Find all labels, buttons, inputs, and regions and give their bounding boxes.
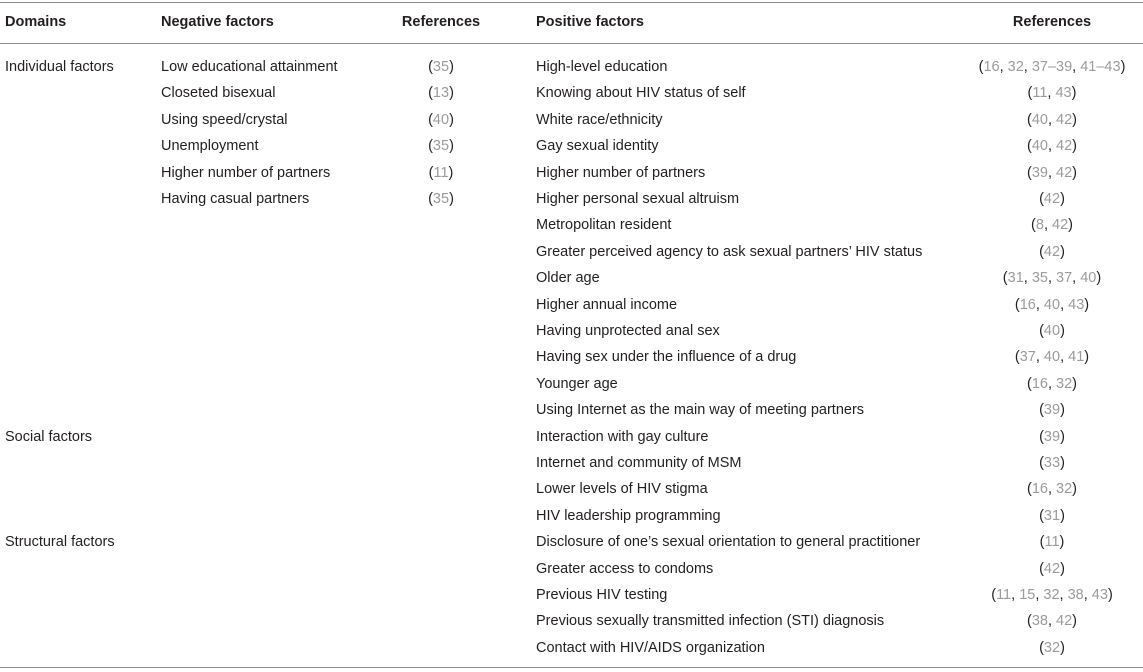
reference-punctuation: ,: [1035, 587, 1044, 603]
reference-punctuation: ): [449, 138, 454, 155]
negative-factor: Unemployment: [161, 138, 259, 155]
reference-number: 35: [1031, 270, 1048, 287]
positive-factor: Having sex under the influence of a drug: [536, 349, 797, 366]
reference-punctuation: (: [1039, 455, 1044, 471]
positive-factor: Previous sexually transmitted infection (STI) diagnosis: [536, 613, 885, 630]
reference-punctuation: ): [1060, 402, 1065, 419]
reference-punctuation: (: [1039, 560, 1044, 577]
positive-factor-references: [976, 560, 1128, 578]
negative-factor-references: [400, 137, 482, 155]
reference-number: 42: [1052, 217, 1069, 234]
positive-factor-references: [976, 137, 1128, 155]
reference-number: 11: [1044, 534, 1060, 551]
reference-punctuation: ): [1060, 428, 1065, 445]
domain-label: Social factors: [5, 428, 93, 445]
reference-number: 41: [1068, 349, 1085, 366]
positive-factor: White race/ethnicity: [536, 111, 663, 128]
reference-number: 32: [1007, 59, 1024, 75]
positive-factor: Using Internet as the main way of meeting partners: [536, 402, 865, 419]
reference-punctuation: (: [1026, 138, 1032, 155]
reference-number: 38: [1067, 587, 1084, 603]
positive-factor: Previous HIV testing: [536, 587, 668, 603]
header-positive-factors: Positive factors: [536, 14, 644, 30]
reference-punctuation: ,: [1043, 217, 1052, 234]
reference-number: 11: [996, 587, 1012, 603]
reference-punctuation: ,: [1035, 349, 1044, 366]
reference-punctuation: ): [449, 111, 454, 128]
positive-factor-references: [976, 480, 1128, 498]
header-rule: [0, 43, 1143, 44]
positive-factor: Internet and community of MSM: [536, 455, 742, 471]
positive-factor-references: [976, 454, 1128, 472]
reference-punctuation: ): [1060, 323, 1065, 339]
positive-factor: Older age: [536, 270, 600, 287]
reference-number: 39: [1031, 164, 1048, 181]
reference-punctuation: ): [1071, 85, 1077, 102]
reference-number: 32: [1043, 587, 1060, 603]
reference-punctuation: ): [1060, 243, 1065, 260]
reference-punctuation: (: [1014, 349, 1020, 366]
reference-punctuation: ,: [1047, 613, 1057, 630]
positive-factor-references: [976, 428, 1128, 446]
reference-punctuation: ,: [1047, 164, 1057, 181]
reference-punctuation: (: [978, 59, 984, 75]
reference-punctuation: ): [1072, 138, 1078, 155]
reference-punctuation: ,: [1035, 296, 1044, 313]
positive-factor-references: [976, 243, 1128, 261]
positive-factor: Higher annual income: [536, 296, 678, 313]
reference-punctuation: (: [991, 587, 997, 603]
reference-punctuation: (: [428, 59, 433, 75]
reference-number: 32: [1056, 481, 1073, 498]
positive-factor-references: [976, 216, 1128, 234]
positive-factor-references: [976, 401, 1128, 419]
reference-number: 16: [1031, 375, 1048, 392]
reference-punctuation: (: [428, 85, 433, 102]
reference-number: 39: [1043, 428, 1061, 445]
positive-factor-references: [976, 296, 1128, 314]
header-negative-factors: Negative factors: [161, 14, 274, 30]
reference-number: 40: [1080, 270, 1097, 287]
positive-factor-references: [976, 111, 1128, 129]
positive-factor-references: [976, 639, 1128, 657]
reference-punctuation: (: [1039, 243, 1044, 260]
reference-number: 43: [1055, 85, 1072, 102]
reference-punctuation: (: [1026, 613, 1032, 630]
positive-factor-references: [976, 612, 1128, 630]
reference-punctuation: (: [1026, 111, 1032, 128]
reference-number: 38: [1031, 613, 1048, 630]
reference-punctuation: ): [1072, 613, 1078, 630]
positive-factor-references: [976, 507, 1128, 525]
reference-punctuation: ,: [1011, 587, 1020, 603]
reference-number: 40: [1031, 138, 1048, 155]
reference-number: 35: [432, 191, 450, 207]
reference-number: 42: [1056, 138, 1073, 155]
reference-punctuation: ,: [1060, 349, 1069, 366]
reference-punctuation: (: [1027, 85, 1033, 102]
reference-punctuation: ): [449, 85, 454, 102]
positive-factor: Contact with HIV/AIDS organization: [536, 639, 765, 656]
positive-factor: Lower levels of HIV stigma: [536, 481, 708, 498]
reference-number: 40: [1043, 323, 1061, 339]
reference-number: 32: [1056, 375, 1073, 392]
reference-number: 37: [1056, 270, 1073, 287]
positive-factor-references: [976, 269, 1128, 287]
reference-punctuation: ,: [1047, 138, 1057, 155]
reference-number: 42: [1043, 243, 1061, 260]
positive-factor-references: [976, 322, 1128, 340]
positive-factor: Higher number of partners: [536, 164, 706, 181]
reference-punctuation: (: [1039, 639, 1044, 656]
positive-factor: Interaction with gay culture: [536, 428, 709, 445]
positive-factor: Gay sexual identity: [536, 138, 659, 155]
reference-punctuation: ): [1084, 349, 1090, 366]
reference-number: 16: [1019, 296, 1036, 313]
reference-punctuation: ): [1120, 59, 1126, 75]
reference-punctuation: (: [1039, 323, 1044, 339]
domain-label: Structural factors: [5, 534, 115, 551]
reference-number: 42: [1056, 164, 1073, 181]
reference-number: 40: [1043, 296, 1061, 313]
reference-punctuation: ,: [1047, 111, 1057, 128]
reference-punctuation: ): [1068, 217, 1073, 234]
reference-punctuation: ): [1072, 111, 1078, 128]
table-top-rule: [0, 2, 1143, 3]
negative-factor-references: [400, 111, 482, 129]
domain-label: Individual factors: [5, 59, 114, 75]
reference-number: 35: [432, 138, 450, 155]
reference-punctuation: ,: [1047, 481, 1057, 498]
reference-number: 37: [1019, 349, 1036, 366]
reference-number: 40: [432, 111, 450, 128]
reference-number: 16: [983, 59, 1000, 75]
positive-factor-references: [976, 164, 1128, 182]
positive-factor: Higher personal sexual altruism: [536, 191, 740, 207]
reference-punctuation: ): [1072, 164, 1078, 181]
reference-punctuation: ): [1072, 375, 1078, 392]
positive-factor-references: [976, 84, 1128, 102]
positive-factor: Disclosure of one’s sexual orientation to general practitioner: [536, 534, 921, 551]
reference-punctuation: (: [1039, 534, 1045, 551]
reference-number: 40: [1031, 111, 1048, 128]
negative-factor-references: [400, 190, 482, 208]
reference-number: 35: [432, 59, 450, 75]
reference-punctuation: (: [1026, 375, 1032, 392]
reference-punctuation: ): [449, 59, 454, 75]
reference-punctuation: (: [428, 164, 434, 181]
positive-factor: Younger age: [536, 375, 618, 392]
reference-punctuation: ): [448, 164, 454, 181]
reference-punctuation: (: [1039, 428, 1044, 445]
reference-number: 42: [1056, 111, 1073, 128]
table-bottom-rule: [0, 667, 1143, 668]
positive-factor-references: [976, 586, 1128, 604]
reference-punctuation: ,: [1059, 587, 1068, 603]
reference-punctuation: ): [1107, 587, 1113, 603]
reference-punctuation: ): [1060, 560, 1065, 577]
positive-factor: Having unprotected anal sex: [536, 323, 720, 339]
reference-punctuation: (: [428, 191, 433, 207]
reference-number: 31: [1007, 270, 1024, 287]
reference-punctuation: (: [1026, 481, 1032, 498]
positive-factor-references: [976, 190, 1128, 208]
reference-number: 33: [1043, 455, 1061, 471]
reference-number: 43: [1091, 587, 1108, 603]
positive-factor: Greater perceived agency to ask sexual partners’ HIV status: [536, 243, 923, 260]
reference-punctuation: ): [1060, 455, 1065, 471]
reference-punctuation: ): [1060, 639, 1065, 656]
negative-factor: Having casual partners: [161, 191, 310, 207]
reference-punctuation: ,: [1047, 270, 1057, 287]
negative-factor: Higher number of partners: [161, 164, 331, 181]
reference-number: 11: [1032, 85, 1048, 102]
reference-punctuation: ,: [1083, 587, 1092, 603]
reference-punctuation: (: [1026, 164, 1032, 181]
reference-number: 37–39: [1031, 59, 1073, 75]
reference-punctuation: ,: [1072, 59, 1081, 75]
negative-factor: Closeted bisexual: [161, 85, 276, 102]
reference-punctuation: ,: [999, 59, 1008, 75]
positive-factor: High-level education: [536, 59, 668, 75]
positive-factor-references: [976, 348, 1128, 366]
reference-punctuation: ): [1059, 534, 1065, 551]
reference-punctuation: ,: [1060, 296, 1069, 313]
header-domains: Domains: [5, 14, 67, 30]
reference-punctuation: ): [1072, 481, 1078, 498]
positive-factor: HIV leadership programming: [536, 507, 721, 524]
negative-factor-references: [400, 164, 482, 182]
reference-punctuation: ,: [1047, 375, 1057, 392]
reference-punctuation: ): [1096, 270, 1102, 287]
reference-number: 42: [1043, 191, 1061, 207]
reference-number: 16: [1031, 481, 1048, 498]
reference-punctuation: ): [1060, 191, 1065, 207]
reference-punctuation: ,: [1023, 59, 1032, 75]
reference-number: 41–43: [1080, 59, 1121, 75]
positive-factor: Greater access to condoms: [536, 560, 714, 577]
reference-number: 8: [1035, 217, 1044, 234]
negative-factor-references: [400, 84, 482, 102]
negative-factor-references: [400, 58, 482, 76]
reference-number: 43: [1068, 296, 1085, 313]
reference-number: 32: [1043, 639, 1061, 656]
reference-number: 40: [1043, 349, 1061, 366]
reference-number: 11: [433, 164, 449, 181]
reference-number: 39: [1043, 402, 1061, 419]
reference-punctuation: ,: [1023, 270, 1032, 287]
negative-factor: Low educational attainment: [161, 59, 338, 75]
reference-punctuation: (: [1039, 507, 1044, 524]
reference-number: 15: [1019, 587, 1036, 603]
positive-factor-references: [976, 58, 1128, 76]
header-positive-references: References: [1012, 14, 1092, 30]
reference-punctuation: (: [1014, 296, 1020, 313]
reference-punctuation: ): [449, 191, 454, 207]
reference-punctuation: (: [1002, 270, 1008, 287]
reference-punctuation: (: [1039, 402, 1044, 419]
positive-factor: Knowing about HIV status of self: [536, 85, 746, 102]
reference-punctuation: ): [1084, 296, 1090, 313]
reference-number: 42: [1056, 613, 1073, 630]
reference-punctuation: (: [428, 111, 433, 128]
reference-number: 31: [1043, 507, 1061, 524]
reference-number: 13: [432, 85, 450, 102]
reference-punctuation: (: [428, 138, 433, 155]
reference-punctuation: (: [1031, 217, 1036, 234]
positive-factor: Metropolitan resident: [536, 217, 672, 234]
positive-factor-references: [976, 533, 1128, 551]
reference-punctuation: ): [1060, 507, 1065, 524]
header-negative-references: References: [401, 14, 481, 30]
reference-punctuation: ,: [1047, 85, 1056, 102]
negative-factor: Using speed/crystal: [161, 111, 288, 128]
reference-punctuation: ,: [1072, 270, 1081, 287]
positive-factor-references: [976, 375, 1128, 393]
reference-punctuation: (: [1039, 191, 1044, 207]
reference-number: 42: [1043, 560, 1061, 577]
